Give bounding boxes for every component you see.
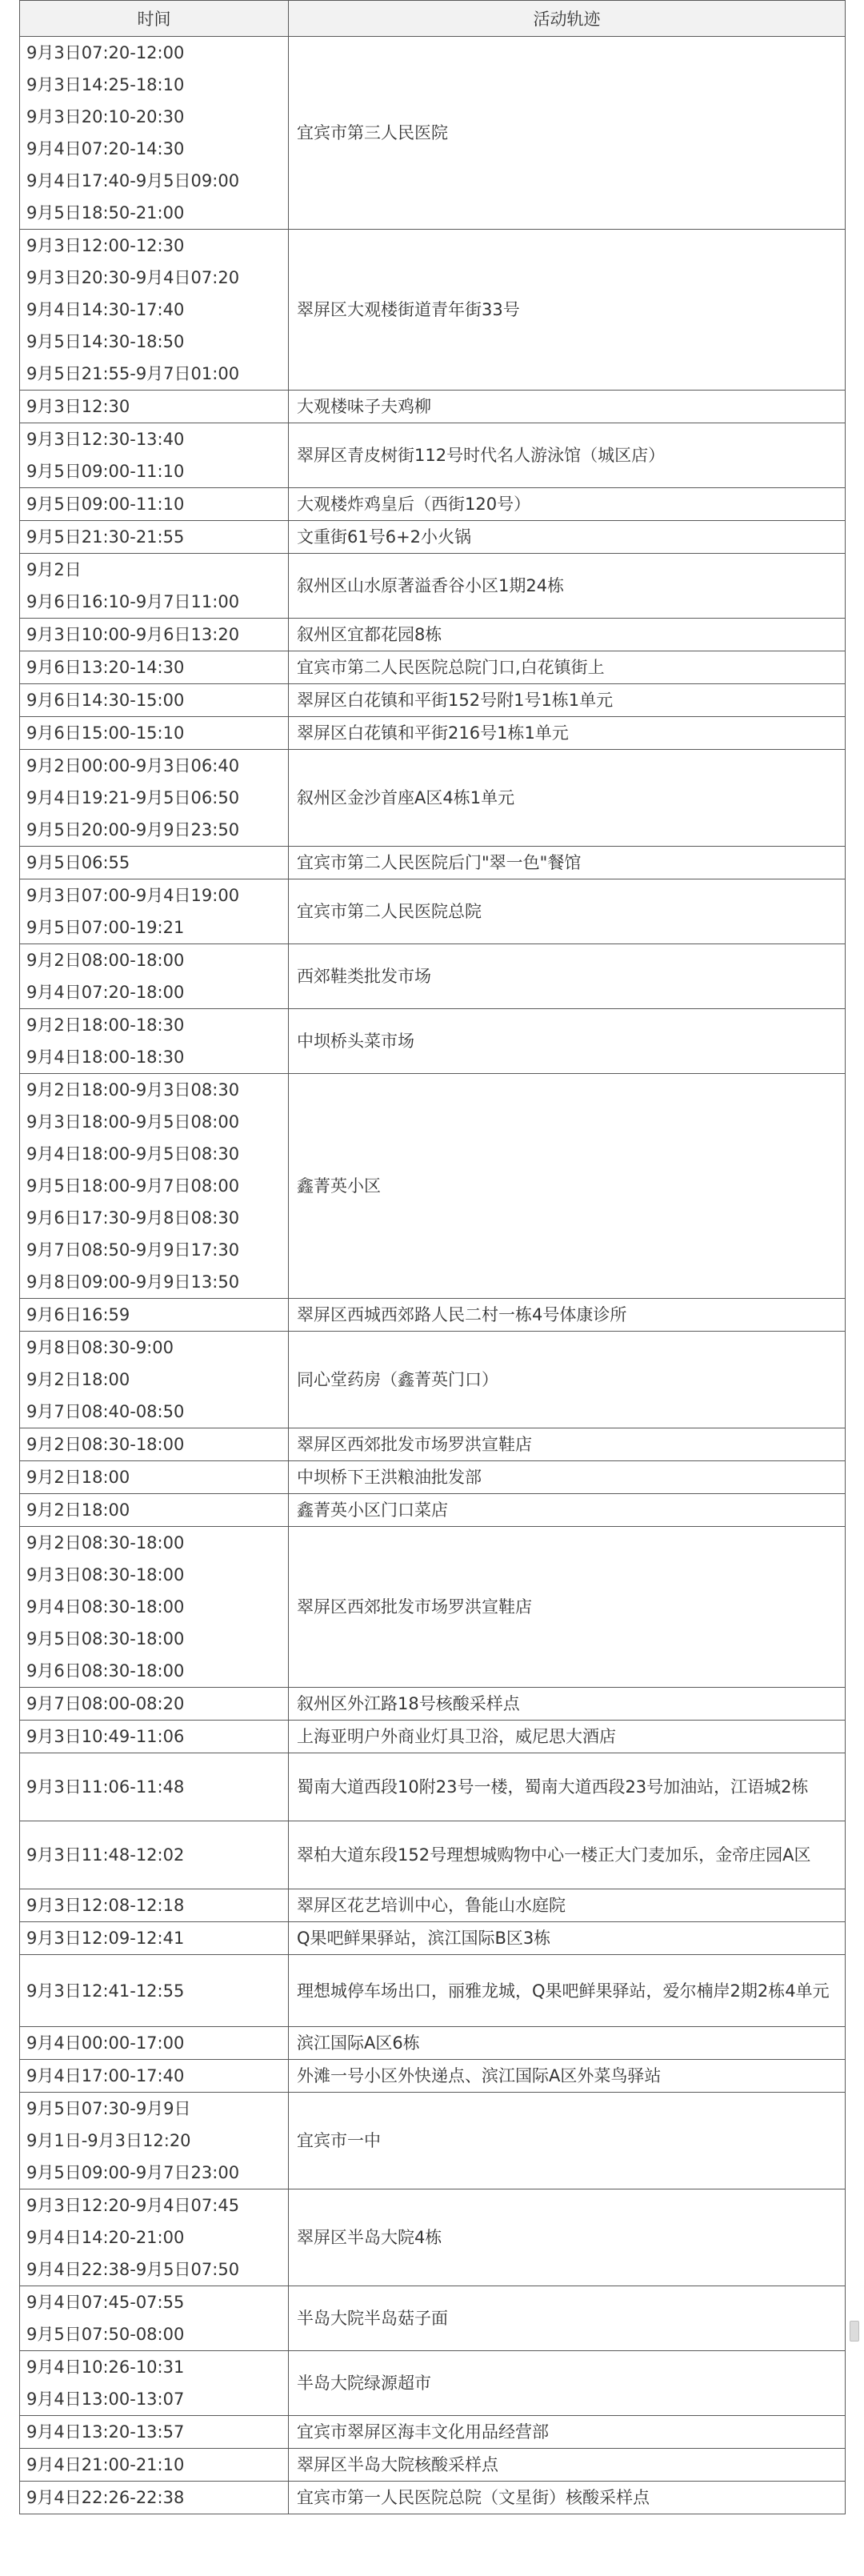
time-cell [20,2027,289,2060]
table-row [20,717,846,750]
time-entry: 9月4日07:20-14:30 [26,139,185,158]
time-cell [20,2449,289,2482]
place-cell: 宜宾市第二人民医院总院 [289,879,846,944]
place-cell: 叙州区金沙首座A区4栋1单元 [289,750,846,847]
time-cell [20,2351,289,2416]
table-row [20,2449,846,2482]
time-entry: 9月2日18:00-18:30 [26,1016,185,1035]
trajectory-table [19,0,846,2514]
time-entry: 9月5日21:30-21:55 [26,527,185,547]
time-entry: 9月4日00:00-17:00 [26,2033,185,2053]
table-row [20,1494,846,1527]
time-cell [20,1428,289,1461]
place-cell: 西郊鞋类批发市场 [289,944,846,1009]
table-row [20,1955,846,2027]
time-cell [20,391,289,423]
time-cell [20,2482,289,2514]
time-entry: 9月5日09:00-11:10 [26,495,185,514]
time-entry: 9月4日14:20-21:00 [26,2228,185,2247]
time-cell [20,1955,289,2027]
time-entry: 9月8日09:00-9月9日13:50 [26,1272,240,1292]
place-cell: 理想城停车场出口，丽雅龙城，Q果吧鲜果驿站，爱尔楠岸2期2栋4单元 [289,1955,846,2027]
place-cell: 翠屏区青皮树街112号时代名人游泳馆（城区店） [289,423,846,488]
place-cell: 翠屏区西郊批发市场罗洪宣鞋店 [289,1527,846,1688]
place-cell: 翠屏区大观楼街道青年街33号 [289,230,846,391]
table-row [20,944,846,1009]
time-cell [20,488,289,521]
table-row [20,1332,846,1428]
time-entry: 9月3日20:10-20:30 [26,107,185,126]
time-entry: 9月3日07:20-12:00 [26,43,185,62]
table-row [20,37,846,230]
time-entry: 9月7日08:50-9月9日17:30 [26,1240,240,1260]
time-entry: 9月2日08:30-18:00 [26,1533,185,1552]
time-entry: 9月7日08:00-08:20 [26,1694,185,1713]
table-header-row [20,1,846,37]
time-entry: 9月2日18:00 [26,1468,130,1487]
time-cell [20,651,289,684]
table-row [20,847,846,879]
table-row [20,1009,846,1074]
time-entry: 9月2日 [26,560,82,579]
place-cell: 半岛大院半岛菇子面 [289,2286,846,2351]
time-cell [20,1332,289,1428]
time-entry: 9月6日17:30-9月8日08:30 [26,1208,240,1228]
time-cell [20,2060,289,2093]
table-row [20,2482,846,2514]
time-entry: 9月3日12:08-12:18 [26,1896,185,1915]
time-entry: 9月4日14:30-17:40 [26,300,185,319]
table-row [20,879,846,944]
time-entry: 9月6日15:00-15:10 [26,723,185,743]
time-entry: 9月4日18:00-18:30 [26,1048,185,1067]
table-body [20,37,846,2514]
place-cell: 中坝桥头菜市场 [289,1009,846,1074]
time-entry: 9月3日08:30-18:00 [26,1565,185,1584]
table-row [20,1821,846,1889]
place-cell: 宜宾市翠屏区海丰文化用品经营部 [289,2416,846,2449]
time-entry: 9月8日08:30-9:00 [26,1338,174,1357]
place-cell: 叙州区山水原著溢香谷小区1期24栋 [289,554,846,619]
place-cell: 鑫菁英小区 [289,1074,846,1299]
time-entry: 9月2日18:00 [26,1370,130,1389]
time-cell [20,1461,289,1494]
time-entry: 9月2日00:00-9月3日06:40 [26,756,240,775]
place-cell: 上海亚明户外商业灯具卫浴，威尼思大酒店 [289,1721,846,1753]
place-cell: 翠屏区半岛大院核酸采样点 [289,2449,846,2482]
time-entry: 9月5日07:30-9月9日 [26,2099,191,2118]
header-time: 时间 [20,1,289,37]
time-entry: 9月3日20:30-9月4日07:20 [26,268,240,287]
time-entry: 9月7日08:40-08:50 [26,1402,185,1421]
time-entry: 9月6日16:59 [26,1305,130,1324]
table-row [20,651,846,684]
time-entry: 9月4日21:00-21:10 [26,2455,185,2474]
place-cell: 滨江国际A区6栋 [289,2027,846,2060]
time-cell [20,37,289,230]
time-cell [20,1821,289,1889]
place-cell: 大观楼炸鸡皇后（西街120号） [289,488,846,521]
table-row [20,1688,846,1721]
table-row [20,1721,846,1753]
time-cell [20,1753,289,1821]
time-cell [20,2189,289,2286]
place-cell: 叙州区外江路18号核酸采样点 [289,1688,846,1721]
time-cell [20,230,289,391]
table-row [20,554,846,619]
time-entry: 9月5日09:00-9月7日23:00 [26,2163,240,2182]
place-cell: 宜宾市第二人民医院后门"翠一色"餐馆 [289,847,846,879]
time-entry: 9月5日20:00-9月9日23:50 [26,820,240,839]
time-entry: 9月3日10:00-9月6日13:20 [26,625,240,644]
table-row [20,521,846,554]
time-entry: 9月2日08:30-18:00 [26,1435,185,1454]
header-place: 活动轨迹 [289,1,846,37]
time-cell [20,1299,289,1332]
time-cell [20,1009,289,1074]
table-row [20,391,846,423]
place-cell: 文重街61号6+2小火锅 [289,521,846,554]
time-entry: 9月4日13:00-13:07 [26,2390,185,2409]
place-cell: 翠屏区白花镇和平街216号1栋1单元 [289,717,846,750]
time-entry: 9月3日18:00-9月5日08:00 [26,1112,240,1132]
time-cell [20,944,289,1009]
table-row [20,2060,846,2093]
time-cell [20,1721,289,1753]
table-row [20,1461,846,1494]
time-cell [20,1074,289,1299]
place-cell: 大观楼味子夫鸡柳 [289,391,846,423]
table-row [20,2189,846,2286]
time-entry: 9月4日17:00-17:40 [26,2066,185,2085]
time-cell [20,879,289,944]
time-cell [20,717,289,750]
time-entry: 9月5日06:55 [26,853,130,872]
table-row [20,1074,846,1299]
time-entry: 9月5日14:30-18:50 [26,332,185,351]
time-entry: 9月6日08:30-18:00 [26,1661,185,1681]
time-entry: 9月2日18:00-9月3日08:30 [26,1080,240,1100]
time-entry: 9月5日21:55-9月7日01:00 [26,364,240,383]
place-cell: 翠屏区花艺培训中心，鲁能山水庭院 [289,1889,846,1922]
time-cell [20,1688,289,1721]
time-entry: 9月5日18:00-9月7日08:00 [26,1176,240,1196]
place-cell: 宜宾市第二人民医院总院门口,白花镇街上 [289,651,846,684]
time-cell [20,2093,289,2189]
place-cell: 翠屏区半岛大院4栋 [289,2189,846,2286]
table-row [20,230,846,391]
time-entry: 9月5日07:00-19:21 [26,918,185,937]
time-entry: 9月6日14:30-15:00 [26,691,185,710]
table-row [20,1428,846,1461]
time-entry: 9月3日12:09-12:41 [26,1929,185,1948]
table-row [20,488,846,521]
time-entry: 9月3日12:30-13:40 [26,430,185,449]
table-row [20,750,846,847]
place-cell: 翠屏区白花镇和平街152号附1号1栋1单元 [289,684,846,717]
table-row [20,2286,846,2351]
time-cell [20,2416,289,2449]
table-row [20,1299,846,1332]
time-cell [20,423,289,488]
time-entry: 9月5日09:00-11:10 [26,462,185,481]
place-cell: 叙州区宜都花园8栋 [289,619,846,651]
time-cell [20,554,289,619]
time-entry: 9月4日22:38-9月5日07:50 [26,2260,240,2279]
table-row [20,1527,846,1688]
time-entry: 9月5日07:50-08:00 [26,2325,185,2344]
time-entry: 9月2日18:00 [26,1500,130,1520]
time-cell [20,2286,289,2351]
time-entry: 9月4日10:26-10:31 [26,2358,185,2377]
time-entry: 9月5日08:30-18:00 [26,1629,185,1649]
time-cell [20,619,289,651]
time-entry: 9月3日12:00-12:30 [26,236,185,255]
time-cell [20,521,289,554]
table-row [20,1889,846,1922]
time-cell [20,750,289,847]
time-entry: 9月5日18:50-21:00 [26,203,185,222]
trajectory-table-wrapper [19,0,845,2514]
time-entry: 9月4日19:21-9月5日06:50 [26,788,240,807]
place-cell: 宜宾市第一人民医院总院（文星街）核酸采样点 [289,2482,846,2514]
time-entry: 9月3日10:49-11:06 [26,1727,185,1746]
place-cell: 同心堂药房（鑫菁英门口） [289,1332,846,1428]
place-cell: 翠屏区西城西郊路人民二村一栋4号体康诊所 [289,1299,846,1332]
time-entry: 9月6日13:20-14:30 [26,658,185,677]
table-row [20,2093,846,2189]
place-cell: 中坝桥下王洪粮油批发部 [289,1461,846,1494]
time-cell [20,1527,289,1688]
time-entry: 9月3日12:20-9月4日07:45 [26,2196,240,2215]
place-cell: 翠屏区西郊批发市场罗洪宣鞋店 [289,1428,846,1461]
time-entry: 9月3日11:48-12:02 [26,1845,185,1865]
time-cell [20,1889,289,1922]
time-entry: 9月4日08:30-18:00 [26,1597,185,1617]
time-cell [20,1922,289,1955]
time-entry: 9月4日18:00-9月5日08:30 [26,1144,240,1164]
table-row [20,619,846,651]
time-entry: 9月3日14:25-18:10 [26,75,185,94]
time-cell [20,847,289,879]
place-cell: 鑫菁英小区门口菜店 [289,1494,846,1527]
place-cell: 宜宾市第三人民医院 [289,37,846,230]
place-cell: 外滩一号小区外快递点、滨江国际A区外菜鸟驿站 [289,2060,846,2093]
table-row [20,423,846,488]
time-entry: 9月3日12:41-12:55 [26,1981,185,2001]
time-entry: 9月4日13:20-13:57 [26,2422,185,2442]
table-row [20,1922,846,1955]
time-entry: 9月3日12:30 [26,397,130,416]
time-entry: 9月1日-9月3日12:20 [26,2131,191,2150]
table-row [20,2351,846,2416]
time-entry: 9月6日16:10-9月7日11:00 [26,592,240,611]
time-entry: 9月3日11:06-11:48 [26,1777,185,1797]
time-entry: 9月2日08:00-18:00 [26,951,185,970]
time-cell [20,1494,289,1527]
place-cell: 宜宾市一中 [289,2093,846,2189]
time-entry: 9月4日07:20-18:00 [26,983,185,1002]
table-row [20,2027,846,2060]
table-row [20,684,846,717]
time-entry: 9月4日17:40-9月5日09:00 [26,171,240,190]
time-entry: 9月4日22:26-22:38 [26,2488,185,2507]
time-entry: 9月4日07:45-07:55 [26,2293,185,2312]
place-cell: 半岛大院绿源超市 [289,2351,846,2416]
place-cell: 翠柏大道东段152号理想城购物中心一楼正大门麦加乐，金帝庄园A区 [289,1821,846,1889]
time-cell [20,684,289,717]
scrollbar-handle[interactable] [850,2321,859,2342]
place-cell: 蜀南大道西段10附23号一楼，蜀南大道西段23号加油站，江语城2栋 [289,1753,846,1821]
table-row [20,1753,846,1821]
time-entry: 9月3日07:00-9月4日19:00 [26,886,240,905]
place-cell: Q果吧鲜果驿站，滨江国际B区3栋 [289,1922,846,1955]
table-row [20,2416,846,2449]
